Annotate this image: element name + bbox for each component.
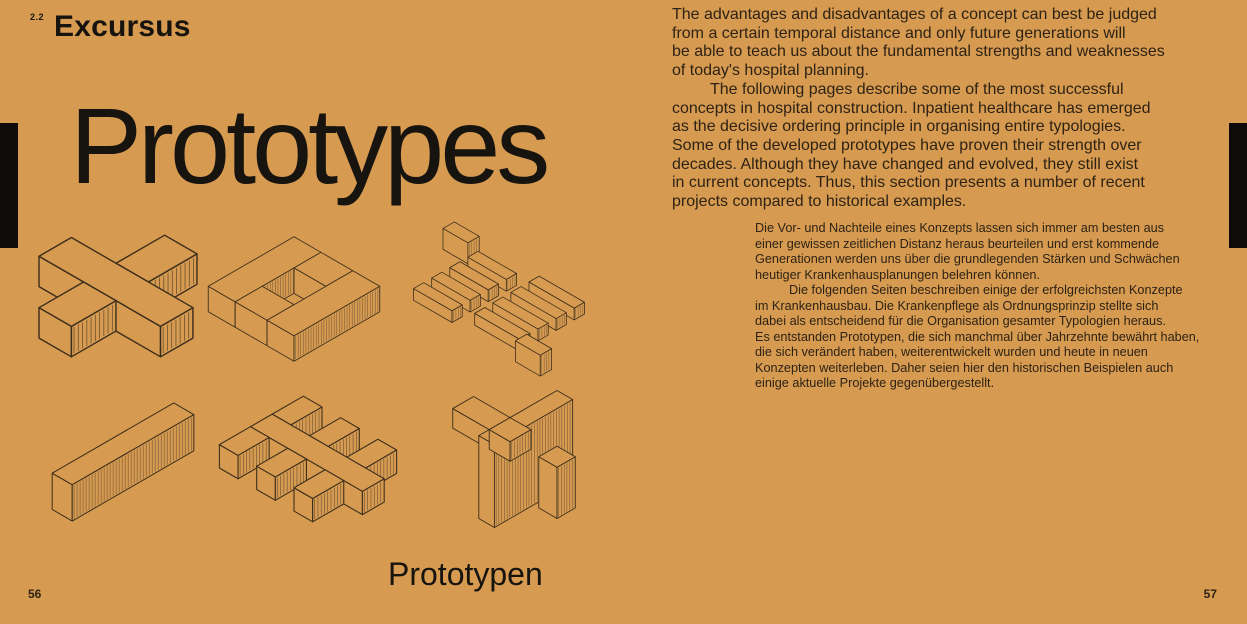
page-title: Prototypes xyxy=(70,85,547,206)
sketch-linear-slab xyxy=(34,398,212,526)
german-paragraph-1: Die Vor- und Nachteile eines Konzepts lassen sich immer am besten aus einer gewissen zeitlichen Distanz heraus beurteilen und erst kommende Generationen werden uns über die grundlegenden Stärken und Schwächen heutiger Krankenhausplanungen belehren können. xyxy=(755,221,1180,282)
section-label: Excursus xyxy=(54,10,191,43)
sketch-slab-with-tower xyxy=(428,386,600,532)
sketch-cross-plan-block xyxy=(32,228,204,364)
left-crop-bar xyxy=(0,123,18,248)
german-paragraph-2: Die folgenden Seiten beschreiben einige der erfolgreichsten Konzepte im Krankenhausbau. Die Krankenpflege als Ordnungsprinzip stellte sich dabei als entscheidend für die Organisation gesamter Typologien heraus. Es entstanden Prototypen, die sich manchmal über Jahrzehnte bewährt haben, die sich verändert haben, weiterentwickelt wurden und heute in neuen Konzepten weiterleben. Daher seien hier den historischen Beispielen auch einige aktuelle Projekte gegenübergestellt. xyxy=(755,283,1200,390)
english-text-block xyxy=(672,6,1234,212)
english-paragraph-1: The advantages and disadvantages of a concept can best be judged from a certain temporal distance and only future generations will be able to teach us about the fundamental strengths and weaknesses of today's hospital planning. xyxy=(672,6,1165,80)
german-text-block xyxy=(755,221,1227,392)
sketch-courtyard-block xyxy=(204,230,384,368)
page-number-left: 56 xyxy=(28,587,42,601)
sketch-pavilion-rows xyxy=(396,218,602,380)
sketch-double-comb-block xyxy=(214,386,402,532)
caption-german-title: Prototypen xyxy=(388,556,543,592)
page-number-right: 57 xyxy=(1203,587,1217,601)
section-number: 2.2 xyxy=(30,12,45,22)
english-paragraph-2: The following pages describe some of the most successful concepts in hospital construction. Inpatient healthcare has emerged as the decisive ordering principle in organising entire typologies. Some of the developed prototypes have proven their strength over decades. Although they have changed and evolved, they still exist in current concepts. Thus, this section presents a number of recent projects compared to historical examples. xyxy=(672,80,1151,211)
